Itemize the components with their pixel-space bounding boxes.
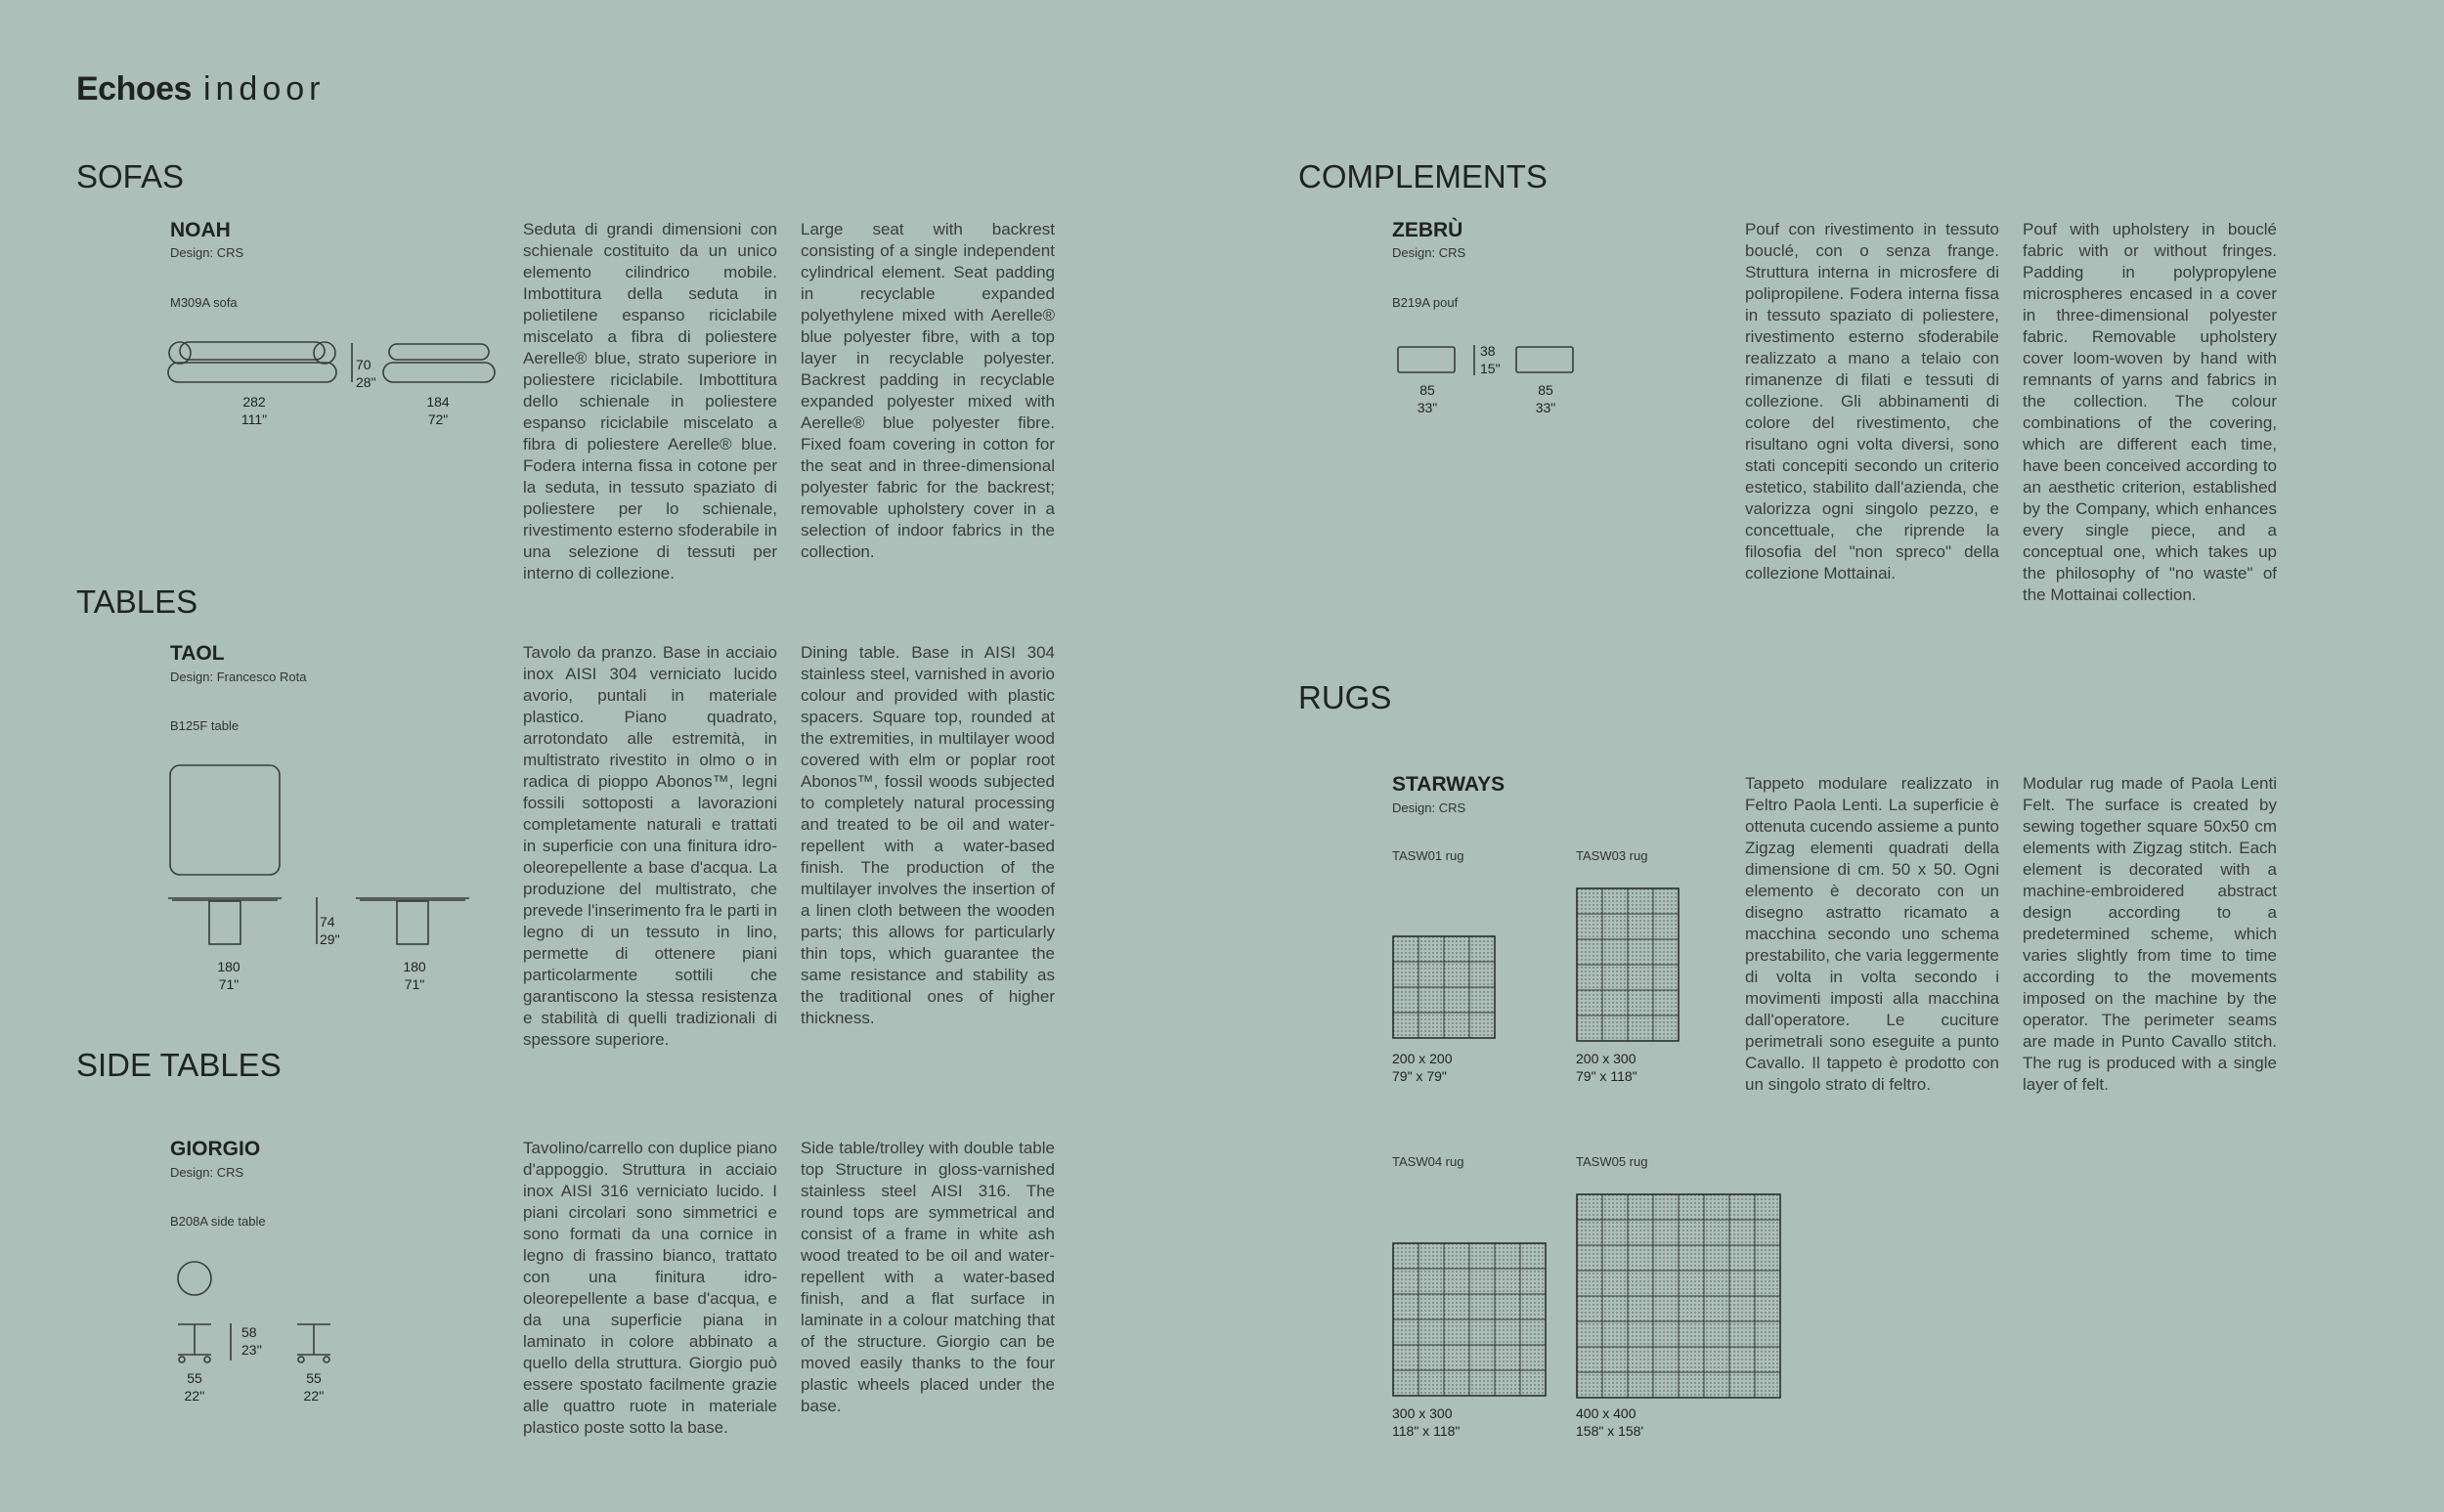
noah-dim-height: 70 28": [356, 357, 376, 390]
rug-module: [1577, 990, 1602, 1015]
rug-module: [1628, 1347, 1653, 1372]
product-design-zebru: Design: CRS: [1392, 245, 1466, 260]
section-title-side-tables: SIDE TABLES: [76, 1047, 282, 1083]
giorgio-dim-height: 58 23'': [241, 1324, 262, 1358]
zebru-dim-height: 38 15": [1480, 343, 1501, 376]
starways-description-english: Modular rug made of Paola Lenti Felt. The surface is created by sewing together square 50x50 cm elements with Zigzag stitch. Each element is decorated with a machine-embroidered abstract design according to a predetermined scheme, which varies slightly from time to time according to the movements imposed on the machine by the operator. The perimeter seams are made in Punto Cavallo stitch. The rug is produced with a single layer of felt.: [2023, 774, 2277, 1094]
rug-module: [1755, 1245, 1780, 1271]
rug-module: [1628, 1321, 1653, 1347]
rug-module: [1602, 1347, 1628, 1372]
noah-dim-width-2: 184 72": [426, 394, 450, 427]
taol-dim-height: 74 29": [320, 914, 340, 947]
product-name-giorgio: GIORGIO: [170, 1138, 261, 1160]
rug-module: [1444, 962, 1469, 987]
rug-module: [1602, 1015, 1628, 1041]
rug-module: [1418, 962, 1444, 987]
rug-module: [1469, 962, 1495, 987]
rug-module: [1444, 1269, 1469, 1294]
rug-grid-tasw01: [1392, 935, 1496, 1039]
rug-module: [1444, 1294, 1469, 1319]
rug-size-tasw04: 300 x 300 118" x 118": [1392, 1405, 1461, 1439]
rug-module: [1469, 1345, 1495, 1370]
rug-module: [1679, 1372, 1704, 1398]
rug-module: [1679, 1220, 1704, 1245]
rug-module: [1495, 1294, 1520, 1319]
rug-module: [1602, 1321, 1628, 1347]
rug-module: [1628, 1015, 1653, 1041]
rug-module: [1469, 1013, 1495, 1038]
rug-code-tasw01: TASW01 rug: [1392, 848, 1464, 863]
rug-module: [1520, 1345, 1546, 1370]
rug-module: [1418, 1294, 1444, 1319]
rug-module: [1418, 936, 1444, 962]
rug-module: [1602, 939, 1628, 965]
rug-module: [1729, 1321, 1755, 1347]
rug-module: [1704, 1347, 1729, 1372]
rug-size-tasw01: 200 x 200 79" x 79": [1392, 1051, 1453, 1084]
section-title-sofas: SOFAS: [76, 158, 185, 194]
rug-module: [1602, 888, 1628, 914]
rug-module: [1577, 1194, 1602, 1220]
rug-module: [1653, 1271, 1679, 1296]
rug-module: [1653, 1321, 1679, 1347]
rug-code-tasw04: TASW04 rug: [1392, 1154, 1464, 1169]
rug-module: [1418, 1269, 1444, 1294]
rug-module: [1469, 1294, 1495, 1319]
noah-sofa-drawing: [166, 337, 459, 386]
rug-module: [1704, 1194, 1729, 1220]
rug-module: [1495, 1370, 1520, 1396]
rug-module: [1729, 1296, 1755, 1321]
rug-module: [1577, 888, 1602, 914]
rug-module: [1704, 1271, 1729, 1296]
rug-module: [1653, 1220, 1679, 1245]
rug-module: [1602, 1194, 1628, 1220]
rug-module: [1602, 1220, 1628, 1245]
product-name-taol: TAOL: [170, 642, 225, 665]
rug-module: [1628, 1372, 1653, 1398]
rug-module: [1418, 987, 1444, 1013]
rug-module: [1628, 914, 1653, 939]
rug-module: [1577, 1271, 1602, 1296]
rug-module: [1577, 1321, 1602, 1347]
rug-module: [1628, 1194, 1653, 1220]
taol-description-italian: Tavolo da pranzo. Base in acciaio inox AISI 304 verniciato lucido avorio, puntali in materiale plastico. Piano quadrato, arrotondato alle estremità, in multistrato rivestito in olmo o in radica di pioppo Abonos™, legni fossili sottoposti a lavorazioni completamente naturali e trattati in superficie con una finitura idro-oleorepellente a base d'acqua. La produzione del multistrato, che prevede l'inserimento fra le parti in legno di un tessuto in lino, permette di ottenere piani particolarmente sottili che garantiscono la stessa resistenza e stabilità di quelli tradizionali di spessore superiore.: [523, 643, 777, 1049]
zebru-dim-width-2: 85 33": [1535, 382, 1556, 415]
rug-module: [1628, 965, 1653, 990]
rug-module: [1469, 936, 1495, 962]
rug-module: [1393, 1370, 1418, 1396]
rug-module: [1495, 1243, 1520, 1269]
rug-module: [1495, 1319, 1520, 1345]
product-code-zebru: B219A pouf: [1392, 295, 1459, 310]
rug-module: [1444, 987, 1469, 1013]
rug-module: [1469, 1370, 1495, 1396]
rug-module: [1653, 1015, 1679, 1041]
rug-module: [1653, 1245, 1679, 1271]
rug-module: [1628, 1271, 1653, 1296]
rug-module: [1704, 1372, 1729, 1398]
rug-module: [1577, 1245, 1602, 1271]
rug-module: [1628, 990, 1653, 1015]
giorgio-description-english: Side table/trolley with double table top Structure in gloss-varnished stainless steel AISI 316. The round tops are symmetrical and consist of a frame in white ash wood treated to be oil and water-repellent with a water-based finish, and a flat surface in laminate in a colour matching that of the structure. Giorgio can be moved easily thanks to the four plastic wheels placed under the base.: [801, 1139, 1055, 1415]
rug-module: [1393, 1345, 1418, 1370]
product-name-zebru: ZEBRÙ: [1392, 219, 1463, 241]
product-code-noah: M309A sofa: [170, 295, 238, 310]
rug-module: [1602, 1372, 1628, 1398]
product-code-giorgio: B208A side table: [170, 1214, 266, 1229]
product-name-noah: NOAH: [170, 219, 231, 241]
rug-module: [1653, 888, 1679, 914]
rug-module: [1393, 1294, 1418, 1319]
rug-module: [1444, 1319, 1469, 1345]
rug-module: [1393, 987, 1418, 1013]
rug-module: [1628, 1296, 1653, 1321]
rug-grid-tasw03: [1576, 887, 1680, 1042]
rug-module: [1520, 1319, 1546, 1345]
rug-module: [1602, 1296, 1628, 1321]
rug-module: [1418, 1319, 1444, 1345]
rug-module: [1679, 1194, 1704, 1220]
noah-description-italian: Seduta di grandi dimensioni con schienale costituito da un unico elemento cilindrico mobile. Imbottitura della seduta in polietilene espanso riciclabile miscelato a fibra di poliestere Aerelle® blue, strato superiore in poliestere riciclabile. Imbottitura dello schienale in poliestere espanso riciclabile miscelato a fibra di poliestere Aerelle® blue. Fodera interna fissa in cotone per la seduta, in tessuto spaziato di poliestere per lo schienale, rivestimento esterno sfoderabile in una selezione di tessuti per interno di collezione.: [523, 220, 777, 583]
rug-module: [1495, 1345, 1520, 1370]
rug-module: [1602, 965, 1628, 990]
giorgio-description-italian: Tavolino/carrello con duplice piano d'appoggio. Struttura in acciaio inox AISI 316 verniciato lucido. I piani circolari sono simmetrici e sono formati da una cornice in legno di frassino bianco, trattato con una finitura idro-oleorepellente a base d'acqua, e da una superficie piana in laminato in colore abbinato a quello della struttura. Giorgio può essere spostato facilmente grazie alle quattro ruote in materiale plastico poste sotto la base.: [523, 1139, 777, 1437]
rug-module: [1444, 1013, 1469, 1038]
rug-module: [1469, 987, 1495, 1013]
rug-module: [1628, 888, 1653, 914]
brand-title: [76, 70, 325, 108]
rug-module: [1704, 1296, 1729, 1321]
giorgio-dim-width-2: 55 22'': [303, 1370, 325, 1404]
rug-module: [1469, 1269, 1495, 1294]
brand-light: indoor: [202, 70, 326, 108]
rug-module: [1679, 1245, 1704, 1271]
rug-module: [1602, 1245, 1628, 1271]
rug-module: [1393, 1319, 1418, 1345]
rug-module: [1393, 962, 1418, 987]
rug-module: [1679, 1347, 1704, 1372]
rug-size-tasw05: 400 x 400 158" x 158': [1576, 1405, 1644, 1439]
rug-module: [1755, 1347, 1780, 1372]
product-code-taol: B125F table: [170, 718, 240, 733]
rug-module: [1729, 1245, 1755, 1271]
rug-module: [1679, 1271, 1704, 1296]
taol-dim-width-1: 180 71": [217, 959, 240, 992]
giorgio-dim-width-1: 55 22'': [184, 1370, 205, 1404]
zebru-description-english: Pouf with upholstery in bouclé fabric with or without fringes. Padding in polypropylene microspheres encased in a cover in three-dimensional polyester fabric. Removable upholstery cover loom-woven by hand with remnants of yarns and fabrics in the collection. The colour combinations of the covering, which are different each time, have been conceived according to an aesthetic criterion, established by the Company, which enhances every single piece, and a conceptual one, which takes up the philosophy of "no waste" of the Mottainai collection.: [2023, 220, 2277, 604]
rug-size-tasw03: 200 x 300 79" x 118": [1576, 1051, 1637, 1084]
product-design-noah: Design: CRS: [170, 245, 244, 260]
rug-module: [1393, 936, 1418, 962]
rug-module: [1520, 1370, 1546, 1396]
rug-module: [1577, 939, 1602, 965]
rug-module: [1520, 1243, 1546, 1269]
rug-module: [1653, 1347, 1679, 1372]
rug-module: [1755, 1321, 1780, 1347]
rug-module: [1653, 1296, 1679, 1321]
rug-module: [1679, 1321, 1704, 1347]
zebru-description-italian: Pouf con rivestimento in tessuto bouclé, con o senza frange. Struttura interna in microsfere di polipropilene. Fodera interna fissa in tessuto spaziato di poliestere, rivestimento esterno sfoderabile realizzato a mano a telaio con rimanenze di filati e tessuti di collezione. Gli abbinamenti di colore del rivestimento, che risultano ogni volta diversi, sono stati concepiti secondo un criterio estetico, stabilito dall'azienda, che valorizza ogni singolo pezzo, e concettuale, che riprende la filosofia del "non spreco" della collezione Mottainai.: [1745, 220, 1999, 583]
rug-module: [1577, 1220, 1602, 1245]
starways-description-italian: Tappeto modulare realizzato in Feltro Paola Lenti. La superficie è ottenuta cucendo assieme a punto Zigzag elementi quadrati della dimensione di cm. 50 x 50. Ogni elemento è decorato con un disegno astratto ricamato a macchina secondo uno schema prestabilito, che varia leggermente di volta in volta secondo i movimenti imposti alla macchina dall'operatore. Le cuciture perimetrali sono eseguite a punto Cavallo. Il tappeto è prodotto con un singolo strato di feltro.: [1745, 774, 1999, 1094]
rug-module: [1653, 965, 1679, 990]
product-name-starways: STARWAYS: [1392, 773, 1506, 796]
rug-module: [1469, 1319, 1495, 1345]
rug-module: [1653, 1372, 1679, 1398]
section-title-tables: TABLES: [76, 583, 198, 620]
rug-module: [1729, 1347, 1755, 1372]
rug-module: [1755, 1296, 1780, 1321]
rug-module: [1393, 1243, 1418, 1269]
noah-dim-width-1: 282 111": [240, 394, 268, 427]
rug-module: [1393, 1013, 1418, 1038]
rug-module: [1628, 1220, 1653, 1245]
rug-module: [1602, 990, 1628, 1015]
rug-module: [1495, 1269, 1520, 1294]
section-title-complements: COMPLEMENTS: [1298, 158, 1548, 194]
rug-module: [1704, 1220, 1729, 1245]
rug-module: [1755, 1220, 1780, 1245]
section-title-rugs: RUGS: [1298, 679, 1392, 715]
rug-module: [1653, 1194, 1679, 1220]
product-design-giorgio: Design: CRS: [170, 1165, 244, 1180]
brand-bold: Echoes: [76, 70, 192, 108]
rug-grid-tasw04: [1392, 1242, 1547, 1397]
rug-module: [1577, 965, 1602, 990]
rug-module: [1418, 1345, 1444, 1370]
rug-module: [1653, 914, 1679, 939]
rug-module: [1755, 1372, 1780, 1398]
zebru-dim-width-1: 85 33": [1417, 382, 1438, 415]
product-design-taol: Design: Francesco Rota: [170, 670, 307, 684]
rug-module: [1729, 1194, 1755, 1220]
rug-module: [1520, 1269, 1546, 1294]
rug-module: [1729, 1271, 1755, 1296]
rug-module: [1755, 1194, 1780, 1220]
rug-module: [1729, 1220, 1755, 1245]
rug-module: [1653, 939, 1679, 965]
rug-module: [1577, 1296, 1602, 1321]
rug-module: [1602, 1271, 1628, 1296]
rug-module: [1469, 1243, 1495, 1269]
noah-description-english: Large seat with backrest consisting of a single independent cylindrical element. Seat padding in recyclable expanded polyethylene mixed with Aerelle® blue polyester fibre, with a top layer in recyclable polyester. Backrest padding in recyclable expanded polyester mixed with Aerelle® blue polyester fibre. Fixed foam covering in cotton for the seat and in three-dimensional polyester fabric for the backrest; removable upholstery cover in a selection of indoor fabrics in the collection.: [801, 220, 1055, 561]
rug-module: [1520, 1294, 1546, 1319]
rug-module: [1577, 1372, 1602, 1398]
taol-description-english: Dining table. Base in AISI 304 stainless steel, varnished in avorio colour and provided with plastic spacers. Square top, rounded at the extremities, in multilayer wood covered with elm or poplar root Abonos™, fossil woods subjected to completely natural processing and treated to be oil and water-repellent with a water-based finish. The production of the multilayer involves the insertion of a linen cloth between the wooden parts; this allows for particularly thin tops, which guarantee the same resistance and stability as the traditional ones of higher thickness.: [801, 643, 1055, 1027]
rug-module: [1602, 914, 1628, 939]
product-design-starways: Design: CRS: [1392, 800, 1466, 815]
rug-module: [1393, 1269, 1418, 1294]
rug-module: [1418, 1370, 1444, 1396]
rug-module: [1704, 1245, 1729, 1271]
rug-module: [1653, 990, 1679, 1015]
rug-module: [1577, 914, 1602, 939]
rug-module: [1704, 1321, 1729, 1347]
rug-module: [1444, 1370, 1469, 1396]
rug-module: [1444, 936, 1469, 962]
rug-grid-tasw05: [1576, 1193, 1781, 1399]
rug-module: [1729, 1372, 1755, 1398]
rug-module: [1628, 1245, 1653, 1271]
rug-module: [1755, 1271, 1780, 1296]
rug-module: [1418, 1013, 1444, 1038]
rug-module: [1577, 1347, 1602, 1372]
rug-code-tasw05: TASW05 rug: [1576, 1154, 1648, 1169]
rug-module: [1418, 1243, 1444, 1269]
rug-code-tasw03: TASW03 rug: [1576, 848, 1648, 863]
rug-module: [1444, 1345, 1469, 1370]
rug-module: [1444, 1243, 1469, 1269]
rug-module: [1679, 1296, 1704, 1321]
rug-module: [1577, 1015, 1602, 1041]
rug-module: [1628, 939, 1653, 965]
taol-dim-width-2: 180 71": [403, 959, 426, 992]
